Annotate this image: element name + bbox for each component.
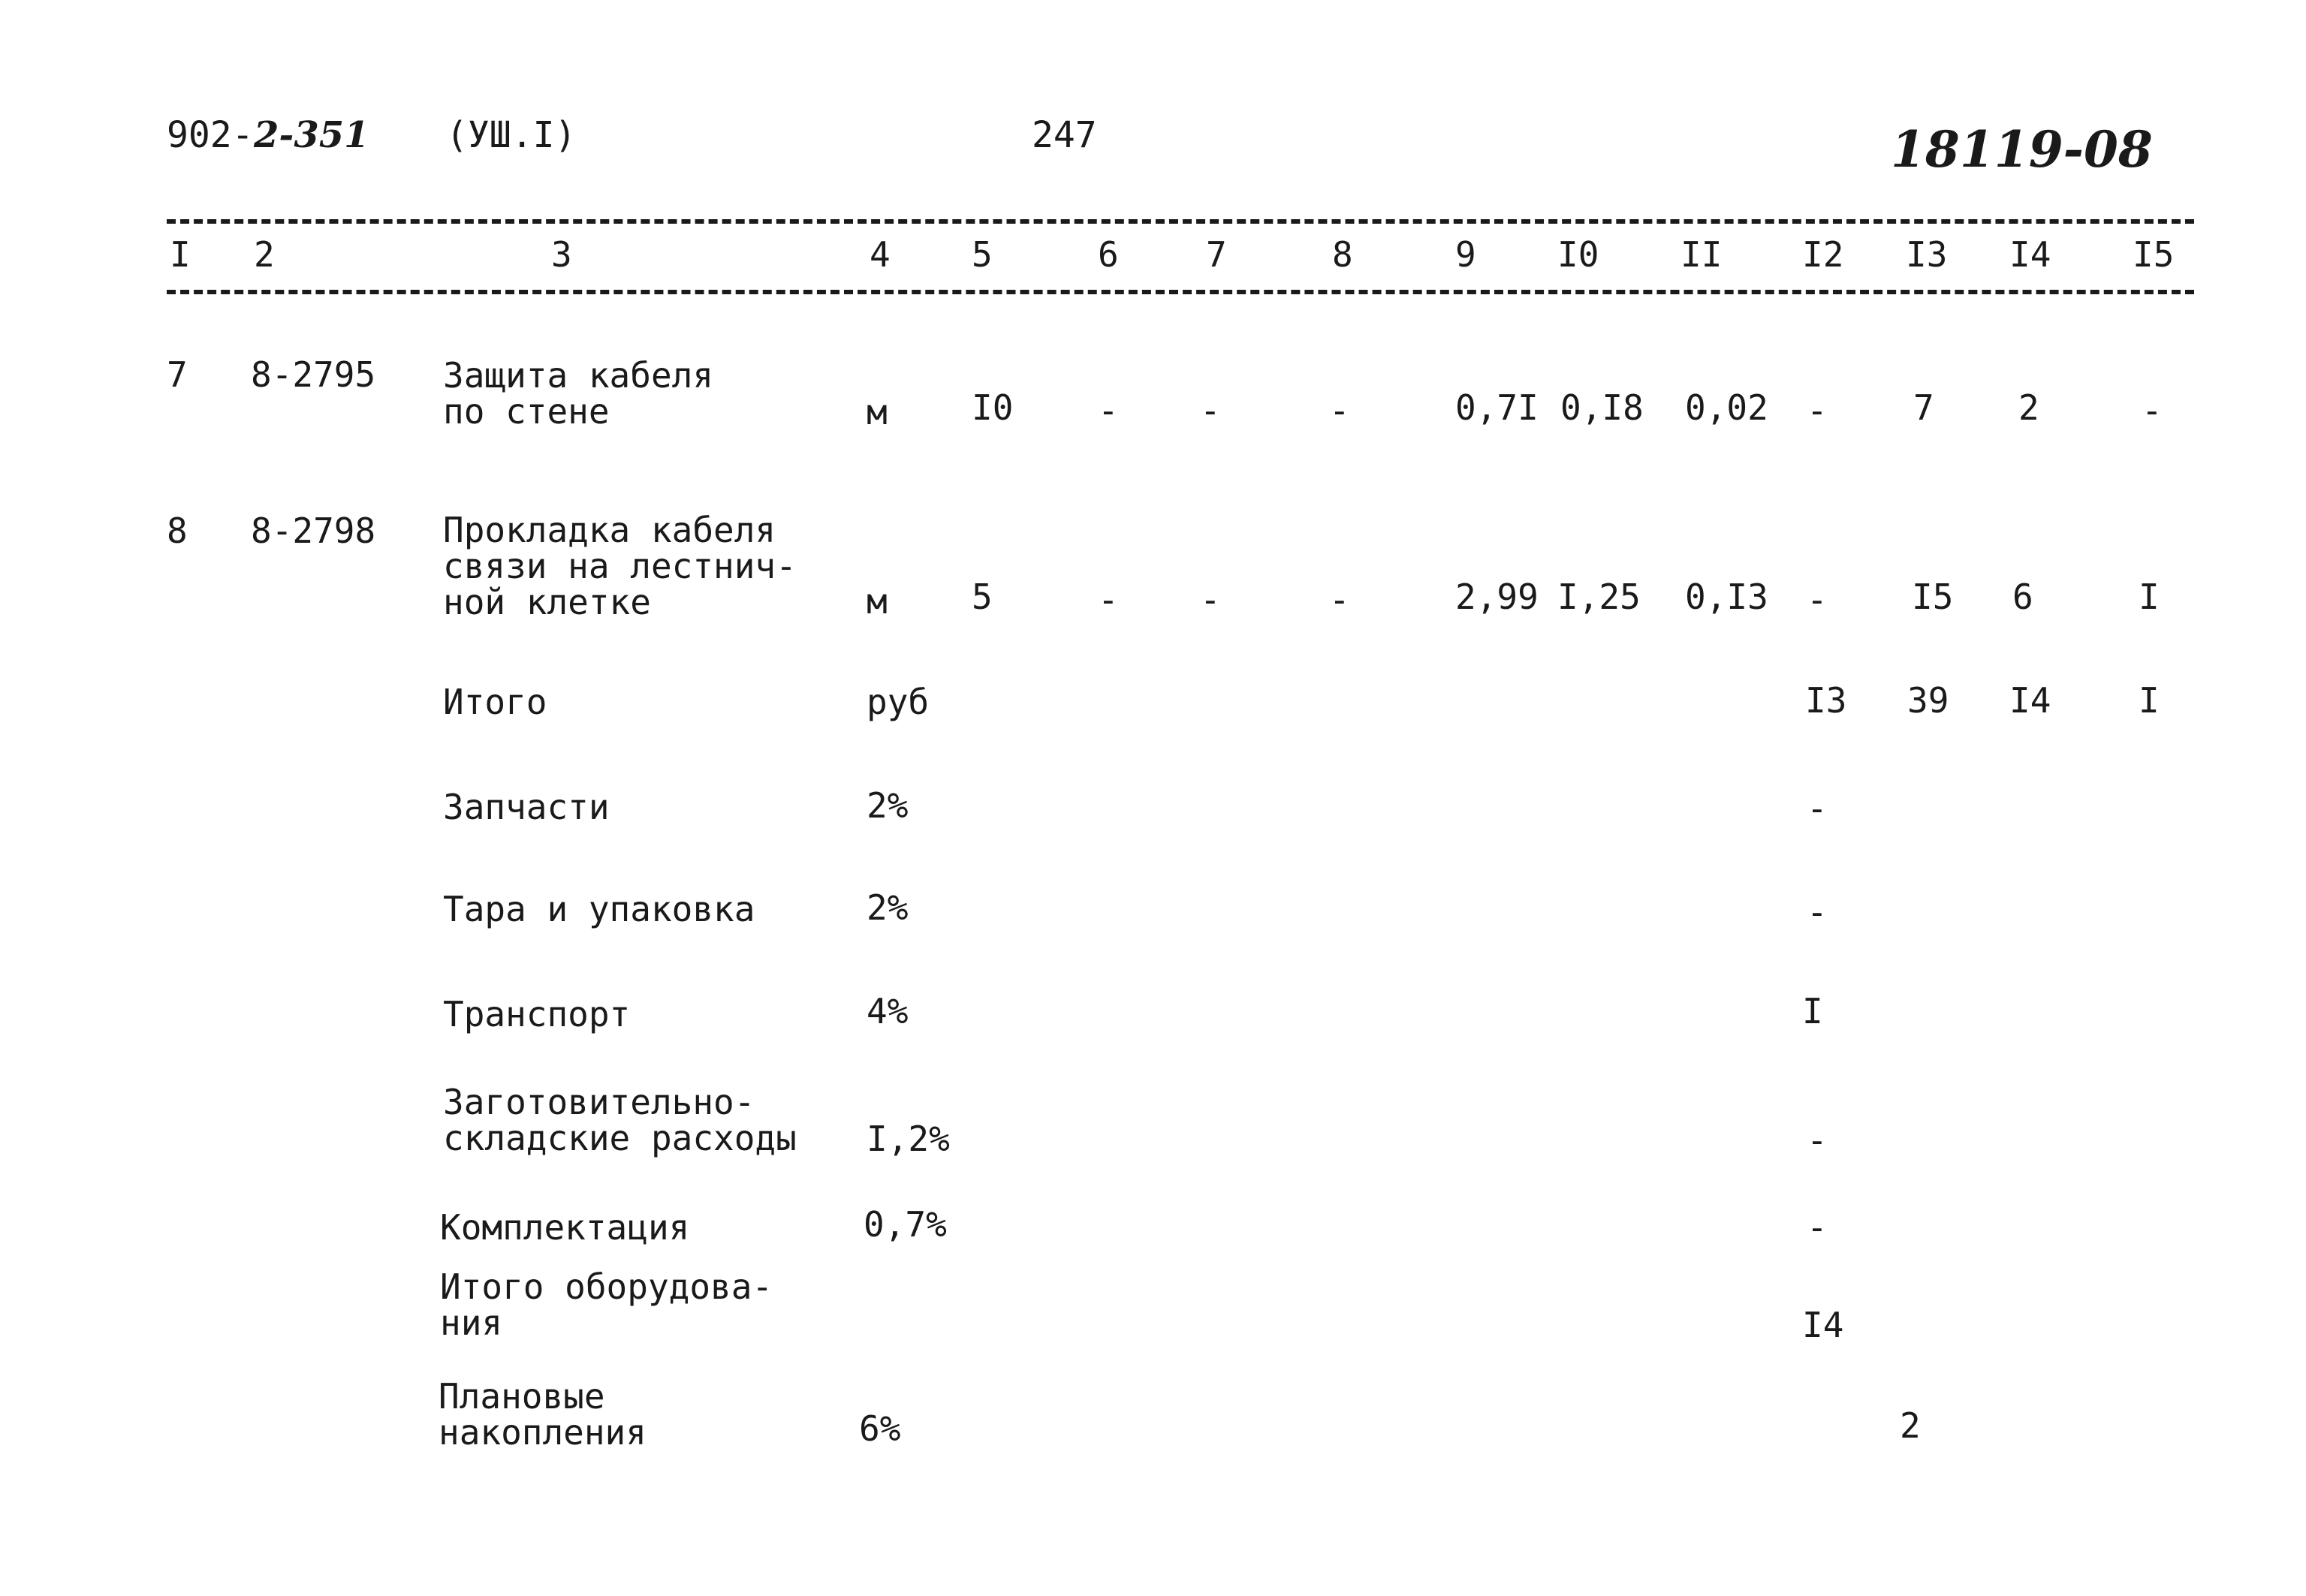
- summary-label: Тара и упаковка: [443, 889, 755, 929]
- summary-rate: 2%: [867, 887, 909, 928]
- summary-rate: 0,7%: [864, 1204, 947, 1245]
- summary-cell-12: -: [1807, 1207, 1828, 1248]
- row-qty: I0: [972, 387, 1014, 428]
- row-cell-14: 2: [2018, 387, 2039, 428]
- summary-rate: I,2%: [867, 1119, 950, 1159]
- row-unit: м: [867, 581, 888, 622]
- row-cell-12: -: [1807, 580, 1828, 620]
- summary-rate: 4%: [867, 991, 909, 1031]
- summary-cell-12: I3: [1805, 680, 1847, 721]
- row-code: 8-2798: [251, 510, 376, 551]
- row-cell-15: -: [2142, 390, 2163, 431]
- column-header: 5: [972, 234, 993, 275]
- row-cell-9: 2,99: [1455, 577, 1539, 617]
- summary-cell-15: I: [2139, 680, 2160, 721]
- row-unit: м: [867, 392, 888, 432]
- summary-rate: 2%: [867, 785, 909, 826]
- row-cell-7: -: [1200, 580, 1221, 620]
- header-bottom-rule: [167, 290, 2194, 294]
- summary-cell-12: I: [1802, 991, 1823, 1031]
- row-qty: 5: [972, 577, 993, 617]
- document-code-prefix: 902-: [167, 114, 254, 156]
- row-cell-7: -: [1200, 390, 1221, 431]
- row-code: 8-2795: [251, 354, 376, 395]
- row-cell-8: -: [1329, 580, 1350, 620]
- column-header: I0: [1557, 234, 1599, 275]
- summary-cell-12: -: [1807, 1120, 1828, 1161]
- header-top-rule: [167, 219, 2194, 224]
- summary-cell-13: 2: [1900, 1405, 1921, 1446]
- summary-cell-14: I4: [2009, 680, 2051, 721]
- column-header: I2: [1802, 234, 1844, 275]
- column-header: 7: [1206, 234, 1227, 275]
- row-cell-15: I: [2139, 577, 2160, 617]
- summary-label: Запчасти: [443, 787, 610, 827]
- column-header: 9: [1455, 234, 1476, 275]
- doc-number-handwritten: 18119-08: [1891, 120, 2153, 179]
- summary-label: Итого оборудова- ния: [440, 1266, 773, 1343]
- row-cell-11: 0,02: [1685, 387, 1768, 428]
- column-header: 6: [1098, 234, 1119, 275]
- summary-label: Транспорт: [443, 994, 631, 1034]
- summary-label: Итого: [443, 682, 547, 722]
- row-number: 8: [167, 510, 188, 551]
- column-header: II: [1681, 234, 1723, 275]
- row-cell-11: 0,I3: [1685, 577, 1768, 617]
- section-label: (УШ.I): [446, 114, 577, 156]
- column-header: 3: [551, 234, 572, 275]
- summary-cell-12: I4: [1802, 1305, 1844, 1345]
- row-name: Защита кабеля по стене: [443, 355, 714, 432]
- document-code-handwritten: 2-351: [254, 114, 369, 156]
- row-number: 7: [167, 354, 188, 395]
- row-cell-12: -: [1807, 390, 1828, 431]
- row-cell-14: 6: [2012, 577, 2033, 617]
- summary-label: Комплектация: [440, 1207, 690, 1248]
- column-header: 8: [1332, 234, 1353, 275]
- summary-cell-12: -: [1807, 892, 1828, 932]
- summary-label: Плановые накопления: [439, 1376, 647, 1453]
- summary-rate: руб: [867, 682, 930, 722]
- column-header: I3: [1906, 234, 1948, 275]
- row-cell-13: I5: [1912, 577, 1954, 617]
- page-number: 247: [1032, 114, 1097, 156]
- row-cell-8: -: [1329, 390, 1350, 431]
- row-name: Прокладка кабеля связи на лестнич- ной клетке: [443, 510, 797, 622]
- column-header: I5: [2133, 234, 2175, 275]
- row-cell-13: 7: [1913, 387, 1934, 428]
- summary-label: Заготовительно- складские расходы: [443, 1082, 797, 1158]
- summary-rate: 6%: [859, 1408, 901, 1449]
- column-header: 4: [870, 234, 891, 275]
- row-cell-10: I,25: [1557, 577, 1641, 617]
- row-cell-9: 0,7I: [1455, 387, 1539, 428]
- summary-cell-13: 39: [1907, 680, 1949, 721]
- summary-cell-12: -: [1807, 788, 1828, 829]
- row-cell-6: -: [1098, 390, 1119, 431]
- row-cell-6: -: [1098, 580, 1119, 620]
- column-header: I4: [2009, 234, 2051, 275]
- column-header: I: [170, 234, 191, 275]
- column-header: 2: [254, 234, 275, 275]
- row-cell-10: 0,I8: [1560, 387, 1644, 428]
